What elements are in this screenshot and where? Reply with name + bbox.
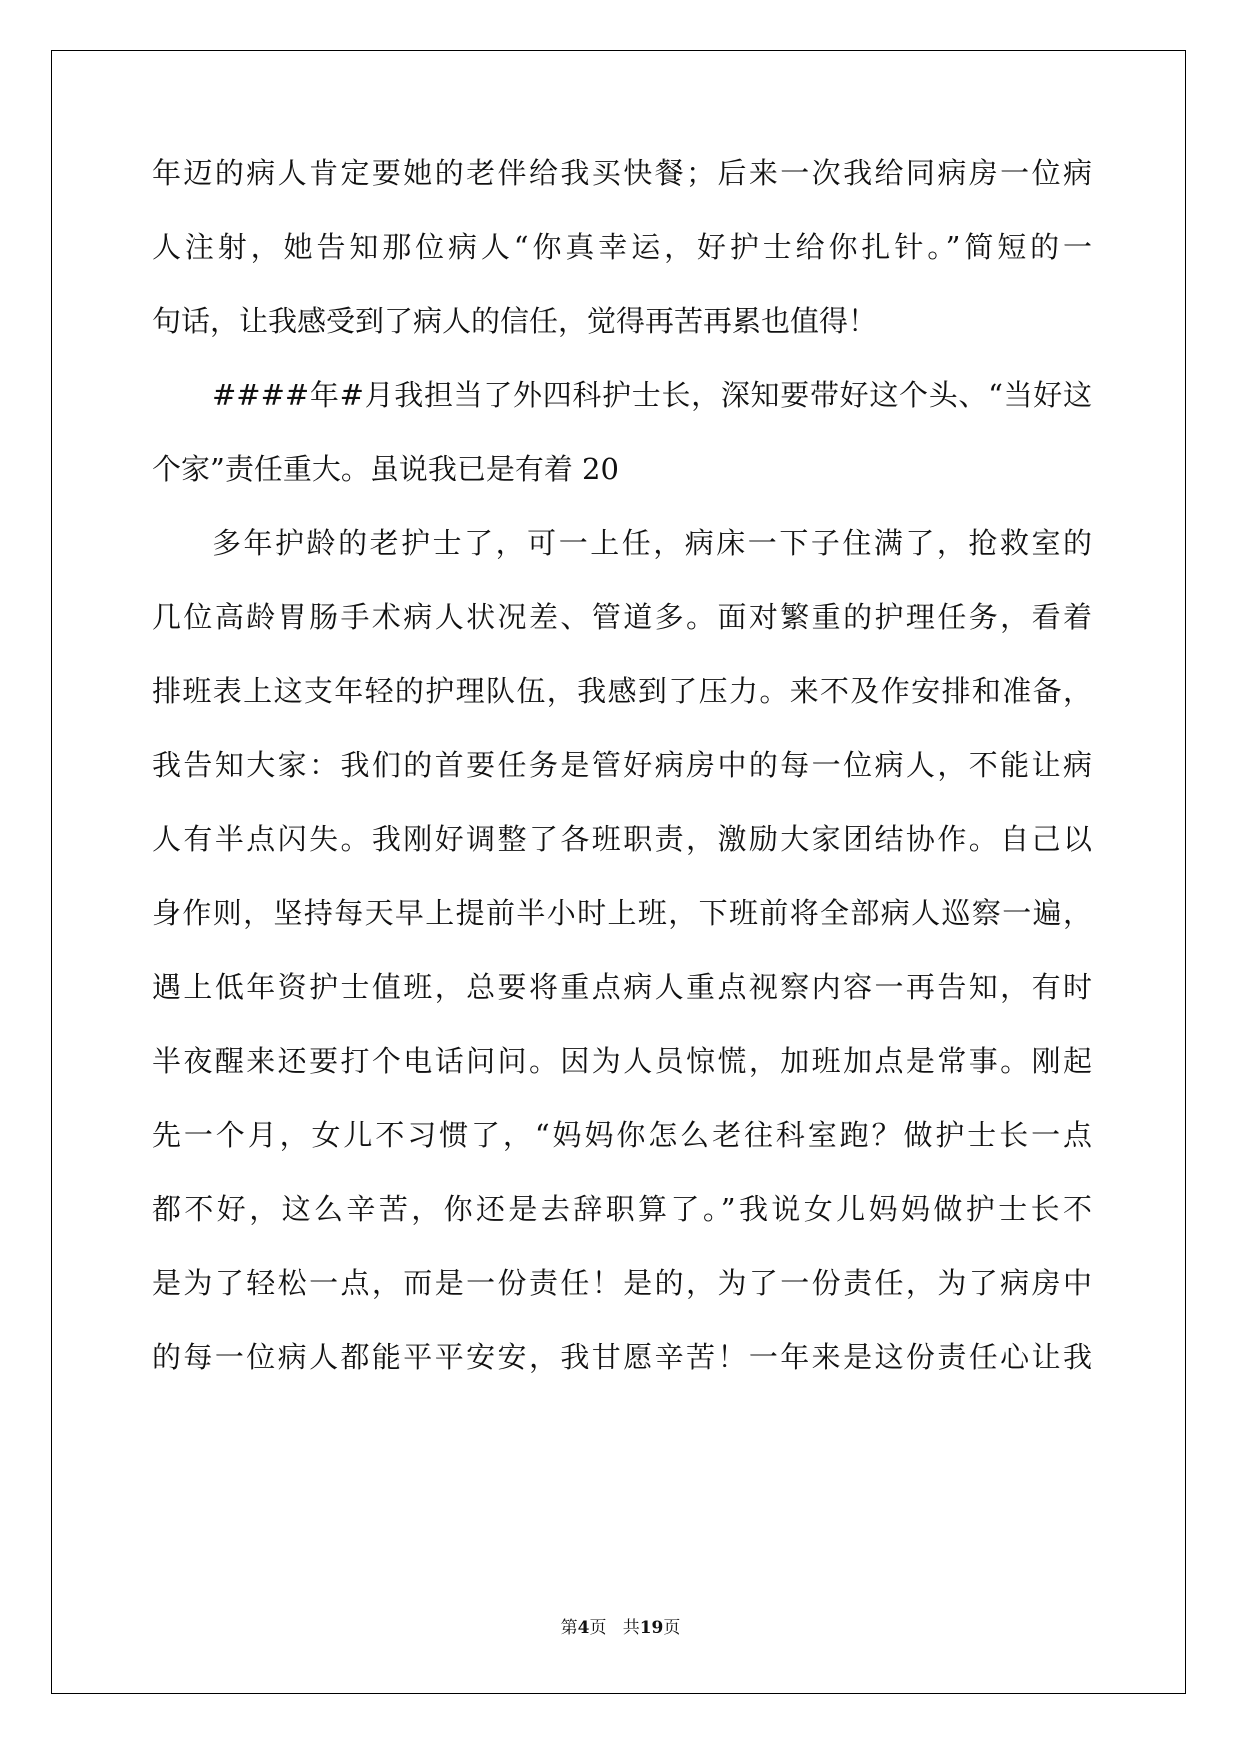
footer-total-suffix: 页	[663, 1618, 681, 1638]
body-line: 半夜醒来还要打个电话问问。因为人员惊慌，加班加点是常事。刚起	[152, 1044, 1092, 1078]
footer-prefix: 第	[560, 1618, 578, 1638]
body-line: 句话，让我感受到了病人的信任，觉得再苦再累也值得！	[152, 304, 878, 338]
body-line: 人注射，她告知那位病人“你真幸运，好护士给你扎针。”简短的一	[152, 230, 1092, 264]
body-line: ####年#月我担当了外四科护士长，深知要带好这个头、“当好这	[212, 378, 1092, 412]
body-line: 先一个月，女儿不习惯了，“妈妈你怎么老往科室跑？做护士长一点	[152, 1118, 1092, 1152]
body-line: 是为了轻松一点，而是一份责任！是的，为了一份责任，为了病房中	[152, 1266, 1092, 1300]
body-line: 身作则，坚持每天早上提前半小时上班，下班前将全部病人巡察一遍，	[152, 896, 1092, 930]
body-line: 遇上低年资护士值班，总要将重点病人重点视察内容一再告知，有时	[152, 970, 1092, 1004]
body-line: 我告知大家：我们的首要任务是管好病房中的每一位病人，不能让病	[152, 748, 1092, 782]
body-line: 人有半点闪失。我刚好调整了各班职责，激励大家团结协作。自己以	[152, 822, 1092, 856]
page-border	[51, 50, 1186, 1694]
body-line: 个家”责任重大。虽说我已是有着 20	[152, 452, 619, 486]
current-page-number: 4	[577, 1618, 590, 1638]
page-footer	[0, 1617, 1241, 1639]
body-line: 都不好，这么辛苦，你还是去辞职算了。”我说女儿妈妈做护士长不	[152, 1192, 1092, 1226]
body-line: 几位高龄胃肠手术病人状况差、管道多。面对繁重的护理任务，看着	[152, 600, 1092, 634]
body-line: 多年护龄的老护士了，可一上任，病床一下子住满了，抢救室的	[212, 526, 1092, 560]
footer-total-prefix: 共	[622, 1618, 640, 1638]
body-line: 年迈的病人肯定要她的老伴给我买快餐；后来一次我给同病房一位病	[152, 156, 1092, 190]
body-line: 排班表上这支年轻的护理队伍，我感到了压力。来不及作安排和准备，	[152, 674, 1092, 708]
body-line: 的每一位病人都能平平安安，我甘愿辛苦！一年来是这份责任心让我	[152, 1340, 1092, 1374]
total-pages-number: 19	[639, 1618, 664, 1638]
footer-page-suffix: 页	[589, 1618, 607, 1638]
